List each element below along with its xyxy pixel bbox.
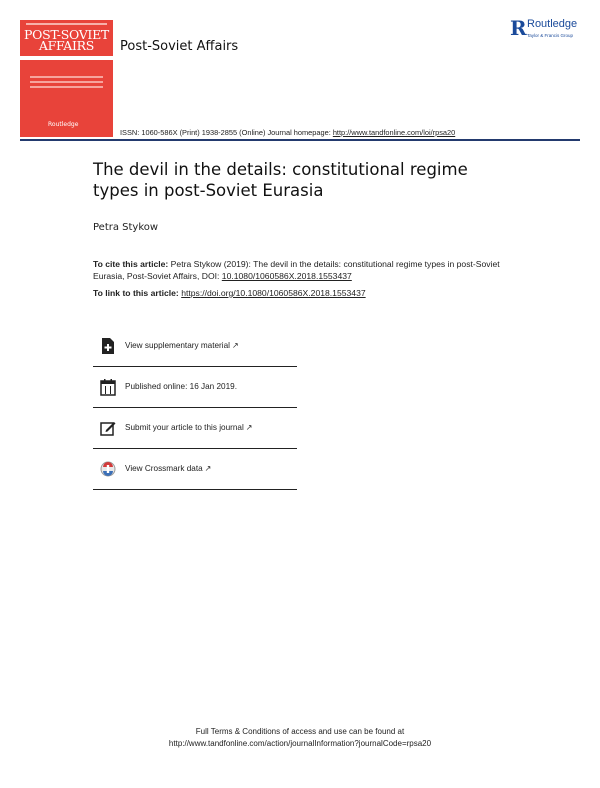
article-title: The devil in the details: constitutional regime types in post-Soviet Eurasia — [93, 160, 468, 200]
calendar-icon — [100, 378, 116, 396]
cover-decoration — [26, 23, 107, 25]
journal-cover-thumbnail — [20, 20, 113, 137]
edit-icon — [100, 419, 116, 437]
cover-text-lines — [30, 76, 103, 91]
cover-band — [20, 56, 113, 60]
published-online-row — [93, 367, 297, 408]
cover-publisher-logo: Routledge — [48, 121, 79, 128]
terms-url[interactable]: http://www.tandfonline.com/action/journalInformation?journalCode=rpsa20 — [168, 739, 432, 748]
external-link-icon: ↗ — [231, 341, 239, 350]
cover-title-line1: POST-SOVIET — [24, 27, 109, 42]
header-divider — [20, 139, 580, 141]
article-actions — [93, 326, 297, 490]
crossmark-icon — [100, 460, 116, 478]
submit-article-label: Submit your article to this journal ↗ — [125, 423, 253, 432]
citation-label: To cite this article: — [93, 259, 169, 269]
journal-homepage-link[interactable]: http://www.tandfonline.com/loi/rpsa20 — [332, 128, 456, 137]
supplementary-material-link[interactable] — [93, 326, 297, 367]
routledge-r-icon: R — [510, 16, 527, 40]
publisher-name: Routledge — [527, 18, 578, 30]
citation-text: Petra Stykow (2019): The devil in the details: constitutional regime types in post-Soviet Eurasia, Post-Soviet Affairs, DOI: — [93, 259, 500, 281]
article-link-line — [93, 288, 366, 298]
crossmark-link[interactable] — [93, 449, 297, 490]
terms-line: Full Terms & Conditions of access and use can be found at — [195, 727, 405, 736]
journal-title: Post-Soviet Affairs — [120, 39, 239, 54]
supplementary-label: View supplementary material ↗ — [125, 341, 239, 350]
article-doi-url[interactable]: https://doi.org/10.1080/1060586X.2018.1553437 — [181, 288, 366, 298]
link-label: To link to this article: — [93, 288, 182, 298]
publisher-tagline: Taylor & Francis Group — [527, 33, 574, 38]
citation-block — [93, 258, 503, 282]
submit-article-link[interactable] — [93, 408, 297, 449]
external-link-icon: ↗ — [245, 423, 253, 432]
issn-text: ISSN: 1060-586X (Print) 1938-2855 (Online) Journal homepage: — [120, 128, 333, 137]
article-author: Petra Stykow — [93, 222, 159, 233]
terms-footer — [0, 726, 600, 750]
doi-link[interactable]: 10.1080/1060586X.2018.1553437 — [221, 271, 352, 281]
cover-title-line2: AFFAIRS — [38, 38, 95, 53]
cover-title — [20, 29, 113, 51]
external-link-icon: ↗ — [204, 464, 212, 473]
crossmark-label: View Crossmark data ↗ — [125, 464, 212, 473]
publisher-logo[interactable] — [510, 16, 590, 42]
issn-line — [120, 128, 455, 137]
plus-file-icon — [100, 337, 116, 355]
published-online-label: Published online: 16 Jan 2019. — [125, 382, 237, 391]
